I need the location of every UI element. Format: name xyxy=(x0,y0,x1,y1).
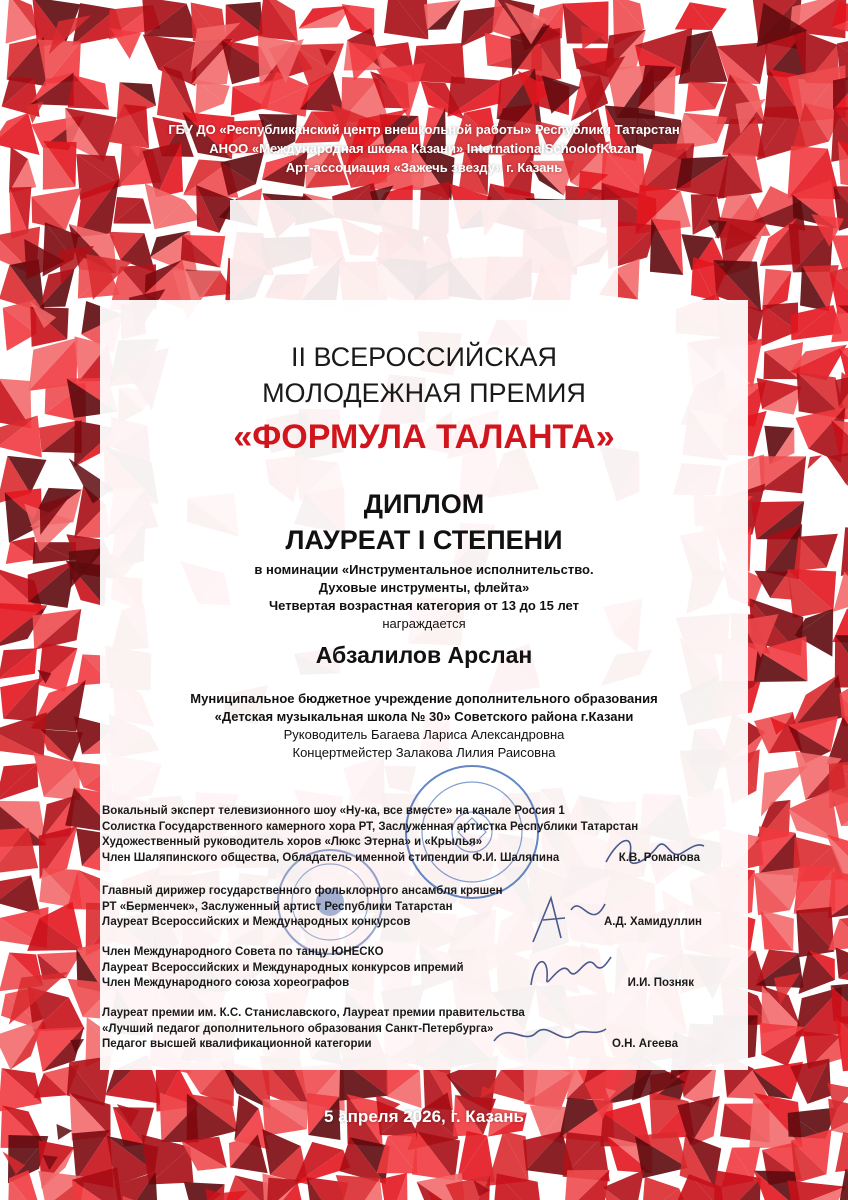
event-name: «ФОРМУЛА ТАЛАНТА» xyxy=(233,418,615,456)
organizers-header xyxy=(0,120,848,177)
awarded-word: награждается xyxy=(382,616,466,631)
organizer-line-3: Арт-ассоциация «Зажечь звезду» г. Казань xyxy=(285,160,563,175)
event-title-line-1: II ВСЕРОССИЙСКАЯ xyxy=(290,342,558,372)
jury-1-line-3: Художественный руководитель хоров «Люкс Этерна» и «Крылья» xyxy=(102,836,483,848)
institution-line-2: «Детская музыкальная школа № 30» Советского района г.Казани xyxy=(214,709,634,724)
age-category: Четвертая возрастная категория от 13 до 15 лет xyxy=(269,598,579,613)
jury-2-line-1: Главный дирижер государственного фольклорного ансамбля кряшен xyxy=(102,885,503,897)
jury-3-line-3: Член Международного союза хореографов xyxy=(102,977,350,989)
diploma-title: ДИПЛОМ xyxy=(363,489,485,519)
jury-3-line-1: Член Международного Совета по танцу ЮНЕСКО xyxy=(102,946,384,958)
jury-1-line-1: Вокальный эксперт телевизионного шоу «Ну-ка, все вместе» на канале Россия 1 xyxy=(102,805,565,817)
event-title-line-2: МОЛОДЕЖНАЯ ПРЕМИЯ xyxy=(262,378,586,408)
jury-4-line-3: Педагог высшей квалификационной категории xyxy=(102,1038,372,1050)
nomination-line-1: в номинации «Инструментальное исполнительство. xyxy=(254,562,594,577)
recipient-name: Абзалилов Арслан xyxy=(315,642,533,668)
jury-2-line-3: Лауреат Всероссийских и Международных конкурсов xyxy=(102,916,411,928)
jury-4-name: О.Н. Агеева xyxy=(611,1038,678,1050)
jury-2-name: А.Д. Хамидуллин xyxy=(603,916,702,928)
jury-member-2 xyxy=(102,884,712,931)
award-degree: ЛАУРЕАТ I СТЕПЕНИ xyxy=(285,525,563,555)
date-place: 5 апреля 2026, г. Казань xyxy=(324,1107,524,1126)
organizer-line-2: АНОО «Международная школа Казани» InternationalSchoolofKazan xyxy=(209,141,639,156)
jury-3-line-2: Лауреат Всероссийских и Международных конкурсов ипремий xyxy=(102,961,464,974)
organizer-line-1: ГБУ ДО «Республиканский центр внешкольной работы» Республики Татарстан xyxy=(168,122,680,137)
jury-2-line-2: РТ «Берменчек», Заслуженный артист Республики Татарстан xyxy=(102,900,453,913)
jury-3-name: И.И. Позняк xyxy=(627,977,694,989)
jury-member-1 xyxy=(102,804,712,866)
jury-4-line-2: «Лучший педагог дополнительного образования Санкт-Петербурга» xyxy=(102,1022,494,1035)
jury-1-line-4: Член Шаляпинского общества, Обладатель именной стипендии Ф.И. Шаляпина xyxy=(102,851,560,864)
jury-1-name: К.В. Романова xyxy=(618,851,700,864)
jury-4-line-1: Лауреат премии им. К.С. Станиславского, Лауреат премии правительства xyxy=(102,1007,525,1019)
accompanist-line: Концертмейстер Залакова Лилия Раисовна xyxy=(292,745,556,760)
jury-member-4 xyxy=(102,1006,712,1053)
nomination-line-2: Духовые инструменты, флейта» xyxy=(318,580,530,595)
teacher-line: Руководитель Багаева Лариса Александровна xyxy=(283,727,565,742)
institution-line-1: Муниципальное бюджетное учреждение дополнительного образования xyxy=(190,691,658,706)
jury-member-3 xyxy=(102,945,712,992)
jury-1-line-2: Солистка Государственного камерного хора РТ, Заслуженная артистка Республики Татарстан xyxy=(102,820,639,833)
